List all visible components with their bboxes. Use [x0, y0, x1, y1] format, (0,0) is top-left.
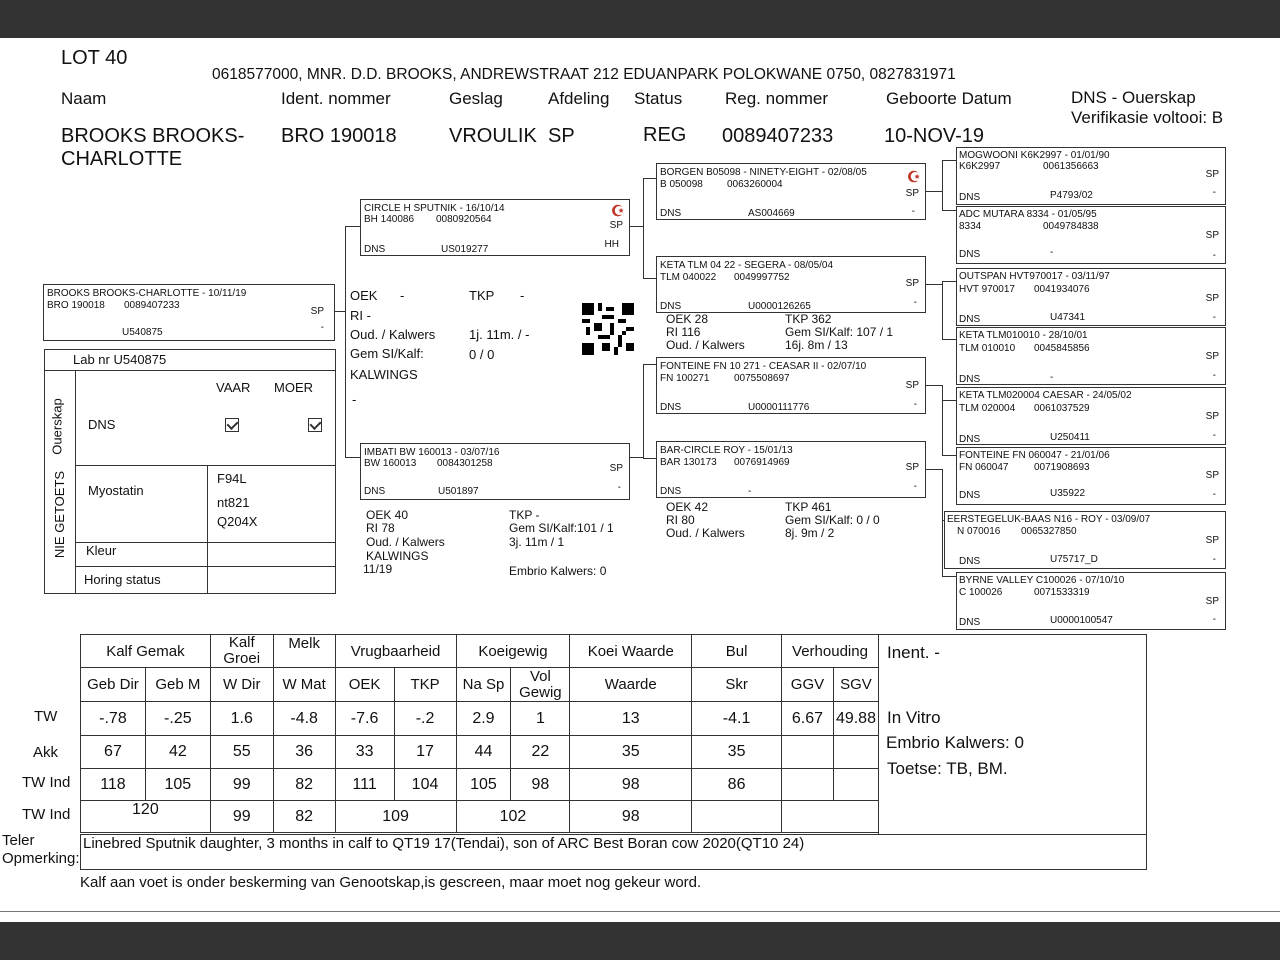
col-header: W Dir: [210, 668, 273, 702]
ggp-box-2: [956, 206, 1226, 264]
ggp-code: U0000100547: [1050, 615, 1113, 626]
twind-cell: [833, 769, 878, 801]
col-reg: Reg. nommer: [725, 89, 828, 108]
ggp-dash: -: [1212, 370, 1216, 381]
dam-ri: RI 78: [366, 521, 395, 535]
ggp-box-8: [956, 572, 1226, 630]
twind2-cell: 109: [335, 801, 456, 833]
animal-dash: -: [320, 322, 324, 333]
remarks-text: Linebred Sputnik daughter, 3 months in calf to QT19 17(Tendai), son of ARC Best Boran cow 2020(QT10 24): [83, 835, 805, 852]
lot-number: LOT 40: [61, 47, 128, 69]
akk-cell: 35: [692, 736, 782, 769]
extra-info-box: [878, 634, 1147, 835]
gp-dd-dns: DNS: [660, 486, 682, 497]
animal-box: [43, 284, 335, 341]
gp-dd-dash: -: [913, 481, 917, 492]
animal-tkp-value: -: [520, 288, 525, 303]
sire-dns: DNS: [364, 244, 386, 255]
twind-cell: 105: [456, 769, 511, 801]
akk-cell: 17: [394, 736, 456, 769]
teler-label: Teler: [2, 832, 35, 849]
ggp-name: EERSTEGELUK-BAAS N16 - ROY - 03/09/07: [947, 514, 1151, 525]
row-label-twind2: TW Ind: [22, 806, 71, 823]
ggp-dash: -: [1212, 614, 1216, 625]
col-header: Geb Dir: [81, 668, 146, 702]
col-naam: Naam: [61, 89, 107, 108]
animal-code: U540875: [122, 327, 163, 338]
sd-ri: RI 116: [666, 325, 701, 339]
ggp-name: KETA TLM010010 - 28/10/01: [959, 330, 1088, 341]
col-header: SGV: [833, 668, 878, 702]
value-reg: 0089407233: [722, 125, 834, 147]
qr-code-icon: [582, 303, 634, 355]
akk-cell: [833, 736, 878, 769]
ggp-sp: SP: [1205, 351, 1219, 362]
col-ident: Ident. nommer: [281, 89, 391, 108]
twind2-cell: 99: [210, 801, 273, 833]
animal-tkp-label: TKP: [469, 288, 495, 303]
gp-ss-dns: DNS: [660, 208, 682, 219]
dam-tkp: TKP -: [509, 508, 540, 522]
ggp-dns: DNS: [959, 249, 981, 260]
akk-cell: 33: [335, 736, 394, 769]
sire-sp: SP: [609, 220, 623, 231]
remarks-box: [80, 834, 1147, 870]
gp-sd-ident: TLM 040022: [660, 272, 717, 283]
group-koeigewig: Koeigewig: [456, 635, 570, 668]
akk-cell: 67: [81, 736, 146, 769]
gp-dd-reg: 0076914969: [734, 457, 790, 468]
twind-cell: [781, 769, 833, 801]
lab-kleur: Kleur: [86, 543, 117, 558]
animal-gem-value: 0 / 0: [469, 347, 495, 362]
twind-cell: 118: [81, 769, 146, 801]
sire-reg: 0080920564: [436, 214, 492, 225]
animal-gem-label: Gem SI/Kalf:: [350, 346, 424, 361]
lab-ouerskap: Ouerskap: [49, 398, 65, 455]
gp-sd-dns: DNS: [660, 301, 682, 312]
tw-cell: -.2: [394, 702, 456, 736]
sire-ident: BH 140086: [364, 214, 415, 225]
ggp-dns: DNS: [959, 192, 981, 203]
ggp-sp: SP: [1205, 293, 1219, 304]
dam-ident: BW 160013: [364, 458, 417, 469]
twind-cell: 98: [570, 769, 692, 801]
akk-cell: 22: [511, 736, 570, 769]
ggp-code: -: [1050, 247, 1054, 258]
value-naam-2: CHARLOTTE: [61, 148, 183, 170]
gp-sd-code: U0000126265: [748, 301, 811, 312]
dd-oud-label: Oud. / Kalwers: [666, 526, 745, 540]
gene-nt821: nt821: [217, 495, 250, 510]
col-header: OEK: [335, 668, 394, 702]
ggp-dash: -: [1212, 250, 1216, 261]
dd-oek: OEK 42: [666, 500, 709, 514]
ggp-box-1: [956, 147, 1226, 205]
tw-cell: 1: [511, 702, 570, 736]
value-ident: BRO 190018: [281, 125, 397, 147]
dam-reg: 0084301258: [437, 458, 493, 469]
group-koei-waarde: Koei Waarde: [570, 635, 692, 668]
tw-cell: 1.6: [210, 702, 273, 736]
col-status: Status: [634, 89, 683, 108]
in-vitro-label: In Vitro: [887, 708, 941, 727]
dam-code: U501897: [438, 486, 479, 497]
group-bul: Bul: [692, 635, 782, 668]
ggp-dash: -: [1212, 187, 1216, 198]
gene-q204x: Q204X: [217, 514, 258, 529]
gp-dam-sire-box: [656, 357, 926, 414]
dam-oud-value: 3j. 11m / 1: [509, 535, 565, 549]
breeding-values-table: [80, 634, 879, 833]
ggp-box-3: [956, 268, 1226, 326]
twind-cell: 105: [145, 769, 210, 801]
ggp-ident: K6K2997: [959, 161, 1001, 172]
tw-cell: -.25: [145, 702, 210, 736]
group-kalf-groei: Kalf Groei: [210, 635, 273, 668]
twind2-cell: 98: [570, 801, 692, 833]
twind2-cell: 102: [456, 801, 570, 833]
akk-cell: 35: [570, 736, 692, 769]
lab-vaar: VAAR: [216, 380, 251, 395]
ggp-ident: FN 060047: [959, 462, 1009, 473]
ggp-ident: TLM 010010: [959, 343, 1016, 354]
table-row: [81, 769, 879, 801]
dam-oek: OEK 40: [366, 508, 409, 522]
value-geboorte: 10-NOV-19: [884, 125, 985, 147]
ggp-code: U75717_D: [1050, 554, 1098, 565]
col-header: Na Sp: [456, 668, 511, 702]
animal-sp: SP: [310, 306, 324, 317]
ggp-dns: DNS: [959, 617, 981, 628]
ggp-reg: 0045845856: [1034, 343, 1090, 354]
lab-moer: MOER: [274, 380, 313, 395]
row-label-akk: Akk: [33, 744, 59, 761]
ggp-dns: DNS: [959, 434, 981, 445]
gp-sd-sp: SP: [905, 278, 919, 289]
tw-cell: -4.1: [692, 702, 782, 736]
lab-nie-getoets: NIE GETOETS: [52, 470, 68, 559]
ggp-reg: 0071908693: [1034, 462, 1090, 473]
ggp-ident: TLM 020004: [959, 403, 1016, 414]
ggp-name: MOGWOONI K6K2997 - 01/01/90: [959, 150, 1110, 161]
gp-sd-name: KETA TLM 04 22 - SEGERA - 08/05/04: [660, 260, 834, 271]
col-header: GGV: [781, 668, 833, 702]
moer-checkbox-icon: [308, 418, 322, 432]
bottom-bar: [0, 922, 1280, 960]
dns-ouerskap: DNS - Ouerskap: [1071, 88, 1196, 107]
ggp-name: KETA TLM020004 CAESAR - 24/05/02: [959, 390, 1132, 401]
tw-cell: -4.8: [273, 702, 335, 736]
twind2-cell: [781, 801, 878, 833]
lab-dns: DNS: [88, 417, 116, 432]
society-logo-icon: ☪: [907, 168, 921, 186]
gp-ds-dns: DNS: [660, 402, 682, 413]
ggp-box-4: [956, 327, 1226, 385]
ggp-dash: -: [1212, 430, 1216, 441]
group-kalf-gemak: Kalf Gemak: [81, 635, 211, 668]
gp-dd-code: -: [748, 486, 752, 497]
ggp-code: U250411: [1050, 432, 1090, 443]
animal-oud-value: 1j. 11m. / -: [469, 327, 530, 342]
ggp-code: U35922: [1050, 488, 1086, 499]
group-verhouding: Verhouding: [781, 635, 878, 668]
sd-gem: Gem SI/Kalf: 107 / 1: [785, 325, 894, 339]
col-header: Skr: [692, 668, 782, 702]
column-header-row: [81, 668, 879, 702]
ggp-dns: DNS: [959, 374, 981, 385]
group-melk: Melk: [273, 635, 335, 668]
gp-ds-dash: -: [913, 399, 917, 410]
gp-sd-dash: -: [913, 297, 917, 308]
ggp-box-6: [956, 447, 1226, 505]
ggp-ident: N 070016: [957, 526, 1001, 537]
ggp-code: -: [1050, 372, 1054, 383]
col-header: Waarde: [570, 668, 692, 702]
dam-oud-label: Oud. / Kalwers: [366, 535, 445, 549]
gp-sd-reg: 0049997752: [734, 272, 790, 283]
ggp-sp: SP: [1205, 470, 1219, 481]
sd-oud-value: 16j. 8m / 13: [785, 338, 848, 352]
ggp-ident: 8334: [959, 221, 982, 232]
gp-sire-dam-box: [656, 256, 926, 313]
sire-box: [360, 199, 630, 256]
animal-ident: BRO 190018: [47, 300, 105, 311]
ggp-sp: SP: [1205, 535, 1219, 546]
gene-f94l: F94L: [217, 471, 247, 486]
tw-cell: 2.9: [456, 702, 511, 736]
twind-cell: 82: [273, 769, 335, 801]
gp-ds-sp: SP: [905, 380, 919, 391]
ggp-ident: HVT 970017: [959, 284, 1015, 295]
col-header: Vol Gewig: [511, 668, 570, 702]
table-row: [81, 801, 879, 833]
animal-kalwings-label: KALWINGS: [350, 367, 418, 382]
bottom-divider: [0, 911, 1280, 912]
value-afdeling: SP: [548, 125, 575, 147]
twind-cell: 111: [335, 769, 394, 801]
sire-hh: HH: [604, 239, 619, 250]
ggp-name: BYRNE VALLEY C100026 - 07/10/10: [959, 575, 1125, 586]
tw-cell: 49.88: [833, 702, 878, 736]
ggp-dash: -: [1212, 554, 1216, 565]
dam-sp: SP: [609, 463, 623, 474]
ggp-reg: 0049784838: [1043, 221, 1099, 232]
twind-cell: 86: [692, 769, 782, 801]
ggp-reg: 0065327850: [1021, 526, 1077, 537]
group-vrugbaarheid: Vrugbaarheid: [335, 635, 456, 668]
sire-code: US019277: [441, 244, 489, 255]
akk-cell: [781, 736, 833, 769]
dd-oud-value: 8j. 9m / 2: [785, 526, 835, 540]
ggp-name: ADC MUTARA 8334 - 01/05/95: [959, 209, 1097, 220]
ggp-dash: -: [1212, 312, 1216, 323]
dam-gem: Gem SI/Kalf:101 / 1: [509, 521, 614, 535]
col-header: Geb M: [145, 668, 210, 702]
gp-ss-sp: SP: [905, 188, 919, 199]
value-status: REG: [643, 124, 687, 146]
table-row: [81, 736, 879, 769]
lab-nr: Lab nr U540875: [73, 352, 167, 367]
gp-ss-ident: B 050098: [660, 179, 703, 190]
ggp-ident: C 100026: [959, 587, 1003, 598]
gp-ss-dash: -: [911, 206, 915, 217]
gp-ds-reg: 0075508697: [734, 373, 790, 384]
dd-tkp: TKP 461: [785, 500, 832, 514]
gp-ss-reg: 0063260004: [727, 179, 783, 190]
animal-name: BROOKS BROOKS-CHARLOTTE - 10/11/19: [47, 288, 247, 299]
dd-gem: Gem SI/Kalf: 0 / 0: [785, 513, 880, 527]
ggp-dns: DNS: [959, 314, 981, 325]
toetse-label: Toetse: TB, BM.: [887, 759, 1008, 778]
ggp-box-7: [944, 511, 1226, 569]
ggp-sp: SP: [1205, 411, 1219, 422]
twind2-cell: 120: [81, 801, 211, 833]
ggp-dns: DNS: [959, 556, 981, 567]
gp-ds-code: U0000111776: [748, 402, 810, 413]
twind-cell: 98: [511, 769, 570, 801]
ggp-reg: 0061356663: [1043, 161, 1099, 172]
row-label-tw: TW: [34, 708, 58, 725]
gp-dd-ident: BAR 130173: [660, 457, 717, 468]
twind-cell: 99: [210, 769, 273, 801]
col-geboorte: Geboorte Datum: [886, 89, 1012, 108]
ggp-name: FONTEINE FN 060047 - 21/01/06: [959, 450, 1110, 461]
sire-name: CIRCLE H SPUTNIK - 16/10/14: [364, 203, 505, 214]
akk-cell: 42: [145, 736, 210, 769]
animal-oek-value: -: [400, 288, 405, 303]
gp-ss-code: AS004669: [748, 208, 795, 219]
dam-box: [360, 443, 630, 500]
twind2-cell: [692, 801, 782, 833]
akk-cell: 36: [273, 736, 335, 769]
dam-name: IMBATI BW 160013 - 03/07/16: [364, 447, 500, 458]
gp-dam-dam-box: [656, 441, 926, 498]
lab-myostatin: Myostatin: [88, 483, 144, 498]
col-geslag: Geslag: [449, 89, 503, 108]
table-row: [81, 702, 879, 736]
twind2-cell: 82: [273, 801, 335, 833]
gp-dd-name: BAR-CIRCLE ROY - 15/01/13: [660, 445, 793, 456]
dam-dash: -: [617, 482, 621, 493]
ggp-reg: 0061037529: [1034, 403, 1090, 414]
akk-cell: 44: [456, 736, 511, 769]
tw-cell: 13: [570, 702, 692, 736]
top-bar: [0, 0, 1280, 38]
ggp-sp: SP: [1205, 596, 1219, 607]
animal-oud-label: Oud. / Kalwers: [350, 327, 436, 342]
tw-cell: -.78: [81, 702, 146, 736]
embrio-label: Embrio Kalwers: 0: [886, 733, 1024, 752]
ggp-reg: 0071533319: [1034, 587, 1090, 598]
vaar-checkbox-icon: [225, 418, 239, 432]
twind-cell: 104: [394, 769, 456, 801]
value-geslag: VROULIK: [449, 125, 537, 147]
ggp-sp: SP: [1205, 169, 1219, 180]
inent-label: Inent. -: [887, 643, 940, 662]
sd-oud-label: Oud. / Kalwers: [666, 338, 745, 352]
ggp-box-5: [956, 387, 1226, 445]
dns-verifikasie: Verifikasie voltooi: B: [1071, 108, 1224, 127]
value-naam-1: BROOKS BROOKS-: [61, 125, 245, 147]
sd-tkp: TKP 362: [785, 312, 832, 326]
dam-kalwings-value: 11/19: [363, 562, 393, 576]
opmerking-label: Opmerking:: [2, 850, 80, 867]
dam-embrio: Embrio Kalwers: 0: [509, 564, 607, 578]
sd-oek: OEK 28: [666, 312, 709, 326]
dam-kalwings-label: KALWINGS: [366, 549, 429, 563]
animal-ri: RI -: [350, 308, 371, 323]
dd-ri: RI 80: [666, 513, 695, 527]
ggp-code: U47341: [1050, 312, 1086, 323]
gp-ss-name: BORGEN B05098 - NINETY-EIGHT - 02/08/05: [660, 167, 867, 178]
lab-horing: Horing status: [84, 572, 161, 587]
gp-ds-name: FONTEINE FN 10 271 - CEASAR II - 02/07/10: [660, 361, 867, 372]
animal-kalwings-value: -: [352, 392, 357, 407]
tw-cell: 6.67: [781, 702, 833, 736]
tw-cell: -7.6: [335, 702, 394, 736]
society-logo-icon: ☪: [611, 202, 625, 220]
col-afdeling: Afdeling: [548, 89, 610, 108]
ggp-sp: SP: [1205, 230, 1219, 241]
akk-cell: 55: [210, 736, 273, 769]
col-header: W Mat: [273, 668, 335, 702]
ggp-dash: -: [1212, 489, 1216, 500]
gp-dd-sp: SP: [905, 462, 919, 473]
ggp-dns: DNS: [959, 490, 981, 501]
animal-oek-label: OEK: [350, 288, 378, 303]
col-header: TKP: [394, 668, 456, 702]
ggp-reg: 0041934076: [1034, 284, 1090, 295]
owner-line: 0618577000, MNR. D.D. BROOKS, ANDREWSTRAAT 212 EDUANPARK POLOKWANE 0750, 0827831971: [212, 66, 956, 83]
row-label-twind: TW Ind: [22, 774, 71, 791]
dam-dns: DNS: [364, 486, 386, 497]
gp-sire-sire-box: [656, 163, 926, 220]
gp-ds-ident: FN 100271: [660, 373, 710, 384]
lab-box: [44, 349, 336, 594]
footer-note: Kalf aan voet is onder beskerming van Genootskap,is gescreen, maar moet nog gekeur word.: [80, 874, 702, 891]
ggp-name: OUTSPAN HVT970017 - 03/11/97: [959, 271, 1110, 282]
ggp-code: P4793/02: [1050, 190, 1093, 201]
animal-reg: 0089407233: [124, 300, 180, 311]
